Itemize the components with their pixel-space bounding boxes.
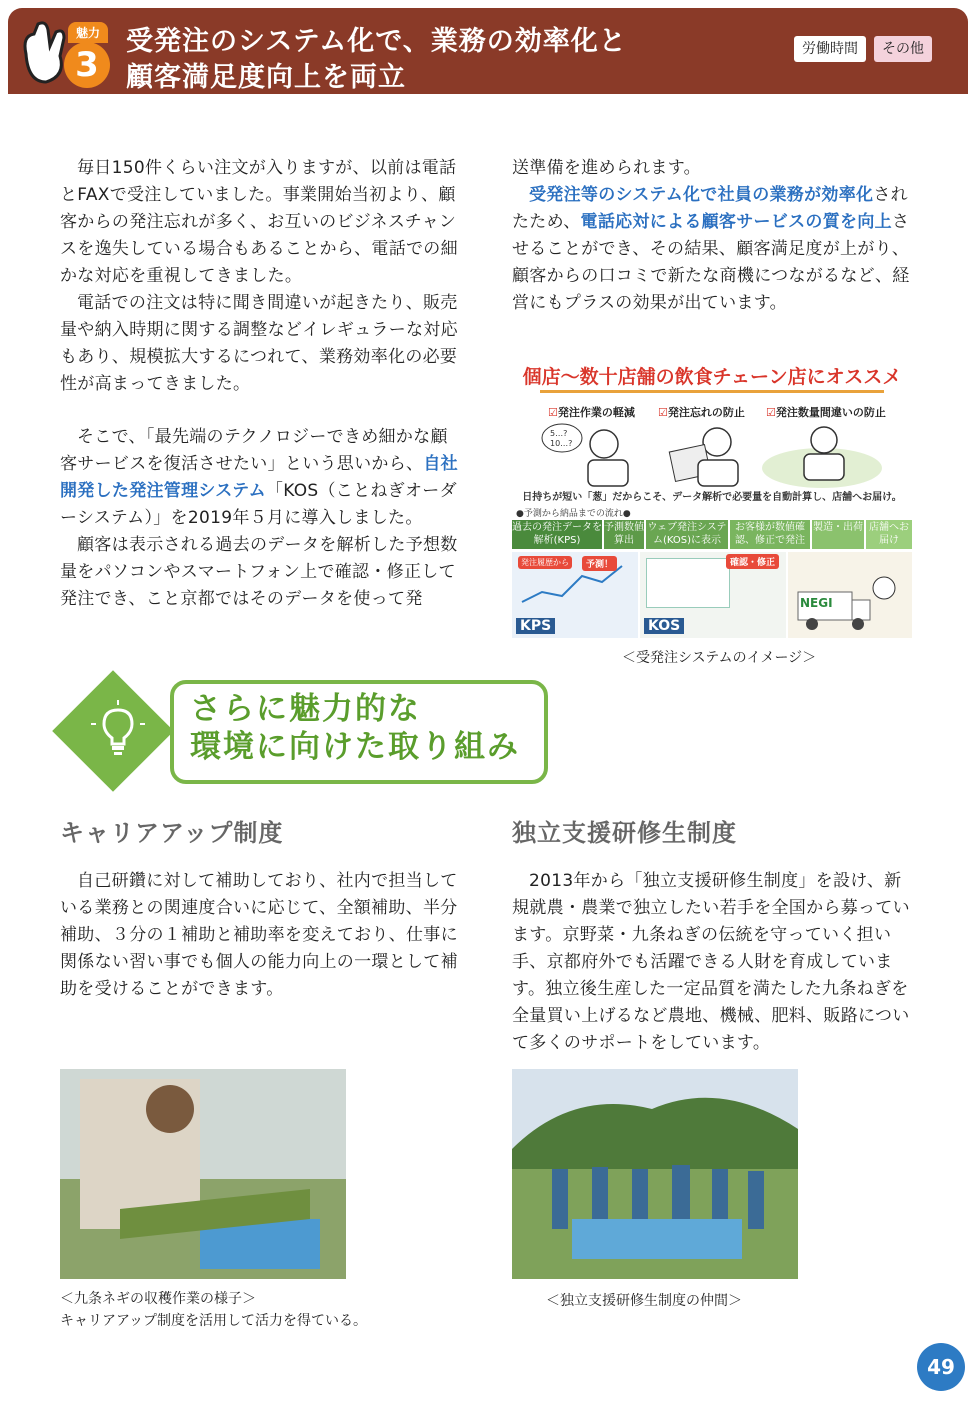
delivery-truck-icon xyxy=(788,552,912,638)
career-heading: キャリアアップ制度 xyxy=(60,819,284,847)
title-line-2: 顧客満足度向上を両立 xyxy=(126,62,406,93)
negi-logo: NEGI xyxy=(800,596,833,610)
check-label-1: 発注作業の軽減 xyxy=(557,406,635,419)
flow-step-3: ウェブ発注システム(KOS)に表示 xyxy=(646,520,728,549)
flow-step-5: 製造・出荷 xyxy=(812,520,864,549)
flow-steps xyxy=(512,520,912,550)
kps-logo: KPS xyxy=(516,618,555,634)
check-icon: ☑ xyxy=(548,406,558,419)
check-item-3 xyxy=(766,404,886,420)
page-title xyxy=(126,24,627,96)
kps-badge: 発注履歴から xyxy=(518,556,572,569)
check-item-1 xyxy=(548,404,635,420)
delivery-panel xyxy=(788,552,912,638)
flow-step-2: 予測数値算出 xyxy=(604,520,644,549)
trainees-photo xyxy=(512,1069,798,1279)
flow-step-1: 過去の発注データを解析(KPS) xyxy=(512,520,602,549)
trainees-caption: ＜独立支援研修生制度の仲間＞ xyxy=(546,1293,742,1309)
check-icon: ☑ xyxy=(766,406,776,419)
banner-title xyxy=(190,690,520,766)
tag-other: その他 xyxy=(874,36,932,62)
section-banner xyxy=(60,678,546,784)
left-paragraph-2: 電話での注文は特に聞き間違いが起きたり、販売量や納入時期に関する調整などイレギュラーな対応もあり、規模拡大するにつれて、業務効率化の必要性が高まってきました。 xyxy=(60,293,458,394)
check-label-2: 発注忘れの防止 xyxy=(667,406,745,419)
diagram-caption: ＜受発注システムのイメージ＞ xyxy=(622,650,817,666)
right-paragraph-1: 送準備を進められます。 xyxy=(512,158,701,178)
kps-panel xyxy=(512,552,638,638)
career-body: 自己研鑽に対して補助しており、社内で担当している業務との関連度合いに応じて、全額補助、半分補助、３分の１補助と補助率を変えており、仕事に関係ない習い事でも個人の能力向上の一環として補助を受けることができます。 xyxy=(60,871,458,999)
banner-line-1: さらに魅力的な xyxy=(190,691,421,727)
independent-body: 2013年から「独立支援研修生制度」を設け、新規就農・農業で独立したい若手を全国から募っています。京野菜・九条ねぎの伝統を守っていく担い手、京都府外でも活躍できる人財を育成しています。独立後生産した一定品質を満たした九条ねぎを全量買い上げるなど農地、機械、肥料、販路について多くのサポートをしています。 xyxy=(512,871,910,1053)
ordering-system-diagram xyxy=(512,362,912,638)
harvest-caption-2: キャリアアップ制度を活用して活力を得ている。 xyxy=(60,1313,368,1329)
left-p3-highlight: 自社開発した発注管理システム xyxy=(60,454,458,501)
confirm-badge: 確認・修正 xyxy=(726,554,779,569)
independent-heading: 独立支援研修生制度 xyxy=(512,819,737,847)
right-p2-highlight-2: 電話応対による顧客サービスの質を向上 xyxy=(580,212,892,232)
badge-label: 魅力 xyxy=(68,22,108,43)
tag-working-hours: 労働時間 xyxy=(794,36,866,62)
svg-text:10…?: 10…? xyxy=(550,439,573,448)
left-p3-text-a: そこで、「最先端のテクノロジーできめ細かな顧客サービスを復活させたい」という思いから、 xyxy=(60,427,448,474)
right-p2-highlight-1: 受発注等のシステム化で社員の業務が効率化 xyxy=(529,185,874,205)
page-number: 49 xyxy=(917,1343,965,1391)
kos-logo: KOS xyxy=(644,618,684,634)
svg-text:5…?: 5…? xyxy=(550,429,568,438)
check-icon: ☑ xyxy=(658,406,668,419)
badge-number: 3 xyxy=(64,42,110,88)
flow-label: ●予測から納品までの流れ● xyxy=(516,509,631,519)
left-p3-text-b: 「KOS（ことねぎオーダーシステム）」を2019年５月に導入しました。 xyxy=(60,481,457,528)
diagram-title-underline xyxy=(540,390,884,393)
flow-step-6: 店舗へお届け xyxy=(866,520,912,549)
banner-line-2: 環境に向けた取り組み xyxy=(190,729,520,765)
diagram-title: 個店〜数十店舗の飲食チェーン店にオススメ xyxy=(522,366,902,388)
left-paragraph-1: 毎日150件くらい注文が入りますが、以前は電話とFAXで受注していました。事業開始当初より、顧客からの発注忘れが多く、お互いのビジネスチャンスを逸失している場合もあることから、電話での細かな対応を重視してきました。 xyxy=(60,158,458,286)
harvest-photo xyxy=(60,1069,346,1279)
check-label-3: 発注数量間違いの防止 xyxy=(775,406,886,419)
right-p2-text-b: させることができ、その結果、顧客満足度が上がり、顧客からの口コミで新たな商機につながるなど、経営にもプラスの効果が出ています。 xyxy=(512,212,910,313)
kos-panel xyxy=(640,552,786,638)
right-paragraph-2 xyxy=(512,182,916,317)
left-paragraph-4: 顧客は表示される過去のデータを解析した予想数量をパソコンやスマートフォン上で確認・修正して発注でき、こと京都ではそのデータを使って発 xyxy=(60,535,458,609)
worker-illustrations xyxy=(532,420,892,488)
diagram-note: 日持ちが短い「葱」だからこそ、データ解析で必要量を自動計算し、店舗へお届け。 xyxy=(522,492,902,503)
right-p2-text-a: されたため、 xyxy=(512,185,908,232)
lightbulb-icon xyxy=(88,700,148,760)
harvest-caption-1: ＜九条ネギの収穫作業の様子＞ xyxy=(60,1291,256,1307)
header-bar xyxy=(8,8,968,94)
forecast-badge: 予測！ xyxy=(582,556,617,571)
title-line-1: 受発注のシステム化で、業務の効率化と xyxy=(126,26,627,57)
check-item-2 xyxy=(658,404,745,420)
left-paragraph-3 xyxy=(60,424,464,532)
flow-step-4: お客様が数値確認、修正で発注 xyxy=(730,520,810,549)
kos-screen xyxy=(646,558,730,608)
